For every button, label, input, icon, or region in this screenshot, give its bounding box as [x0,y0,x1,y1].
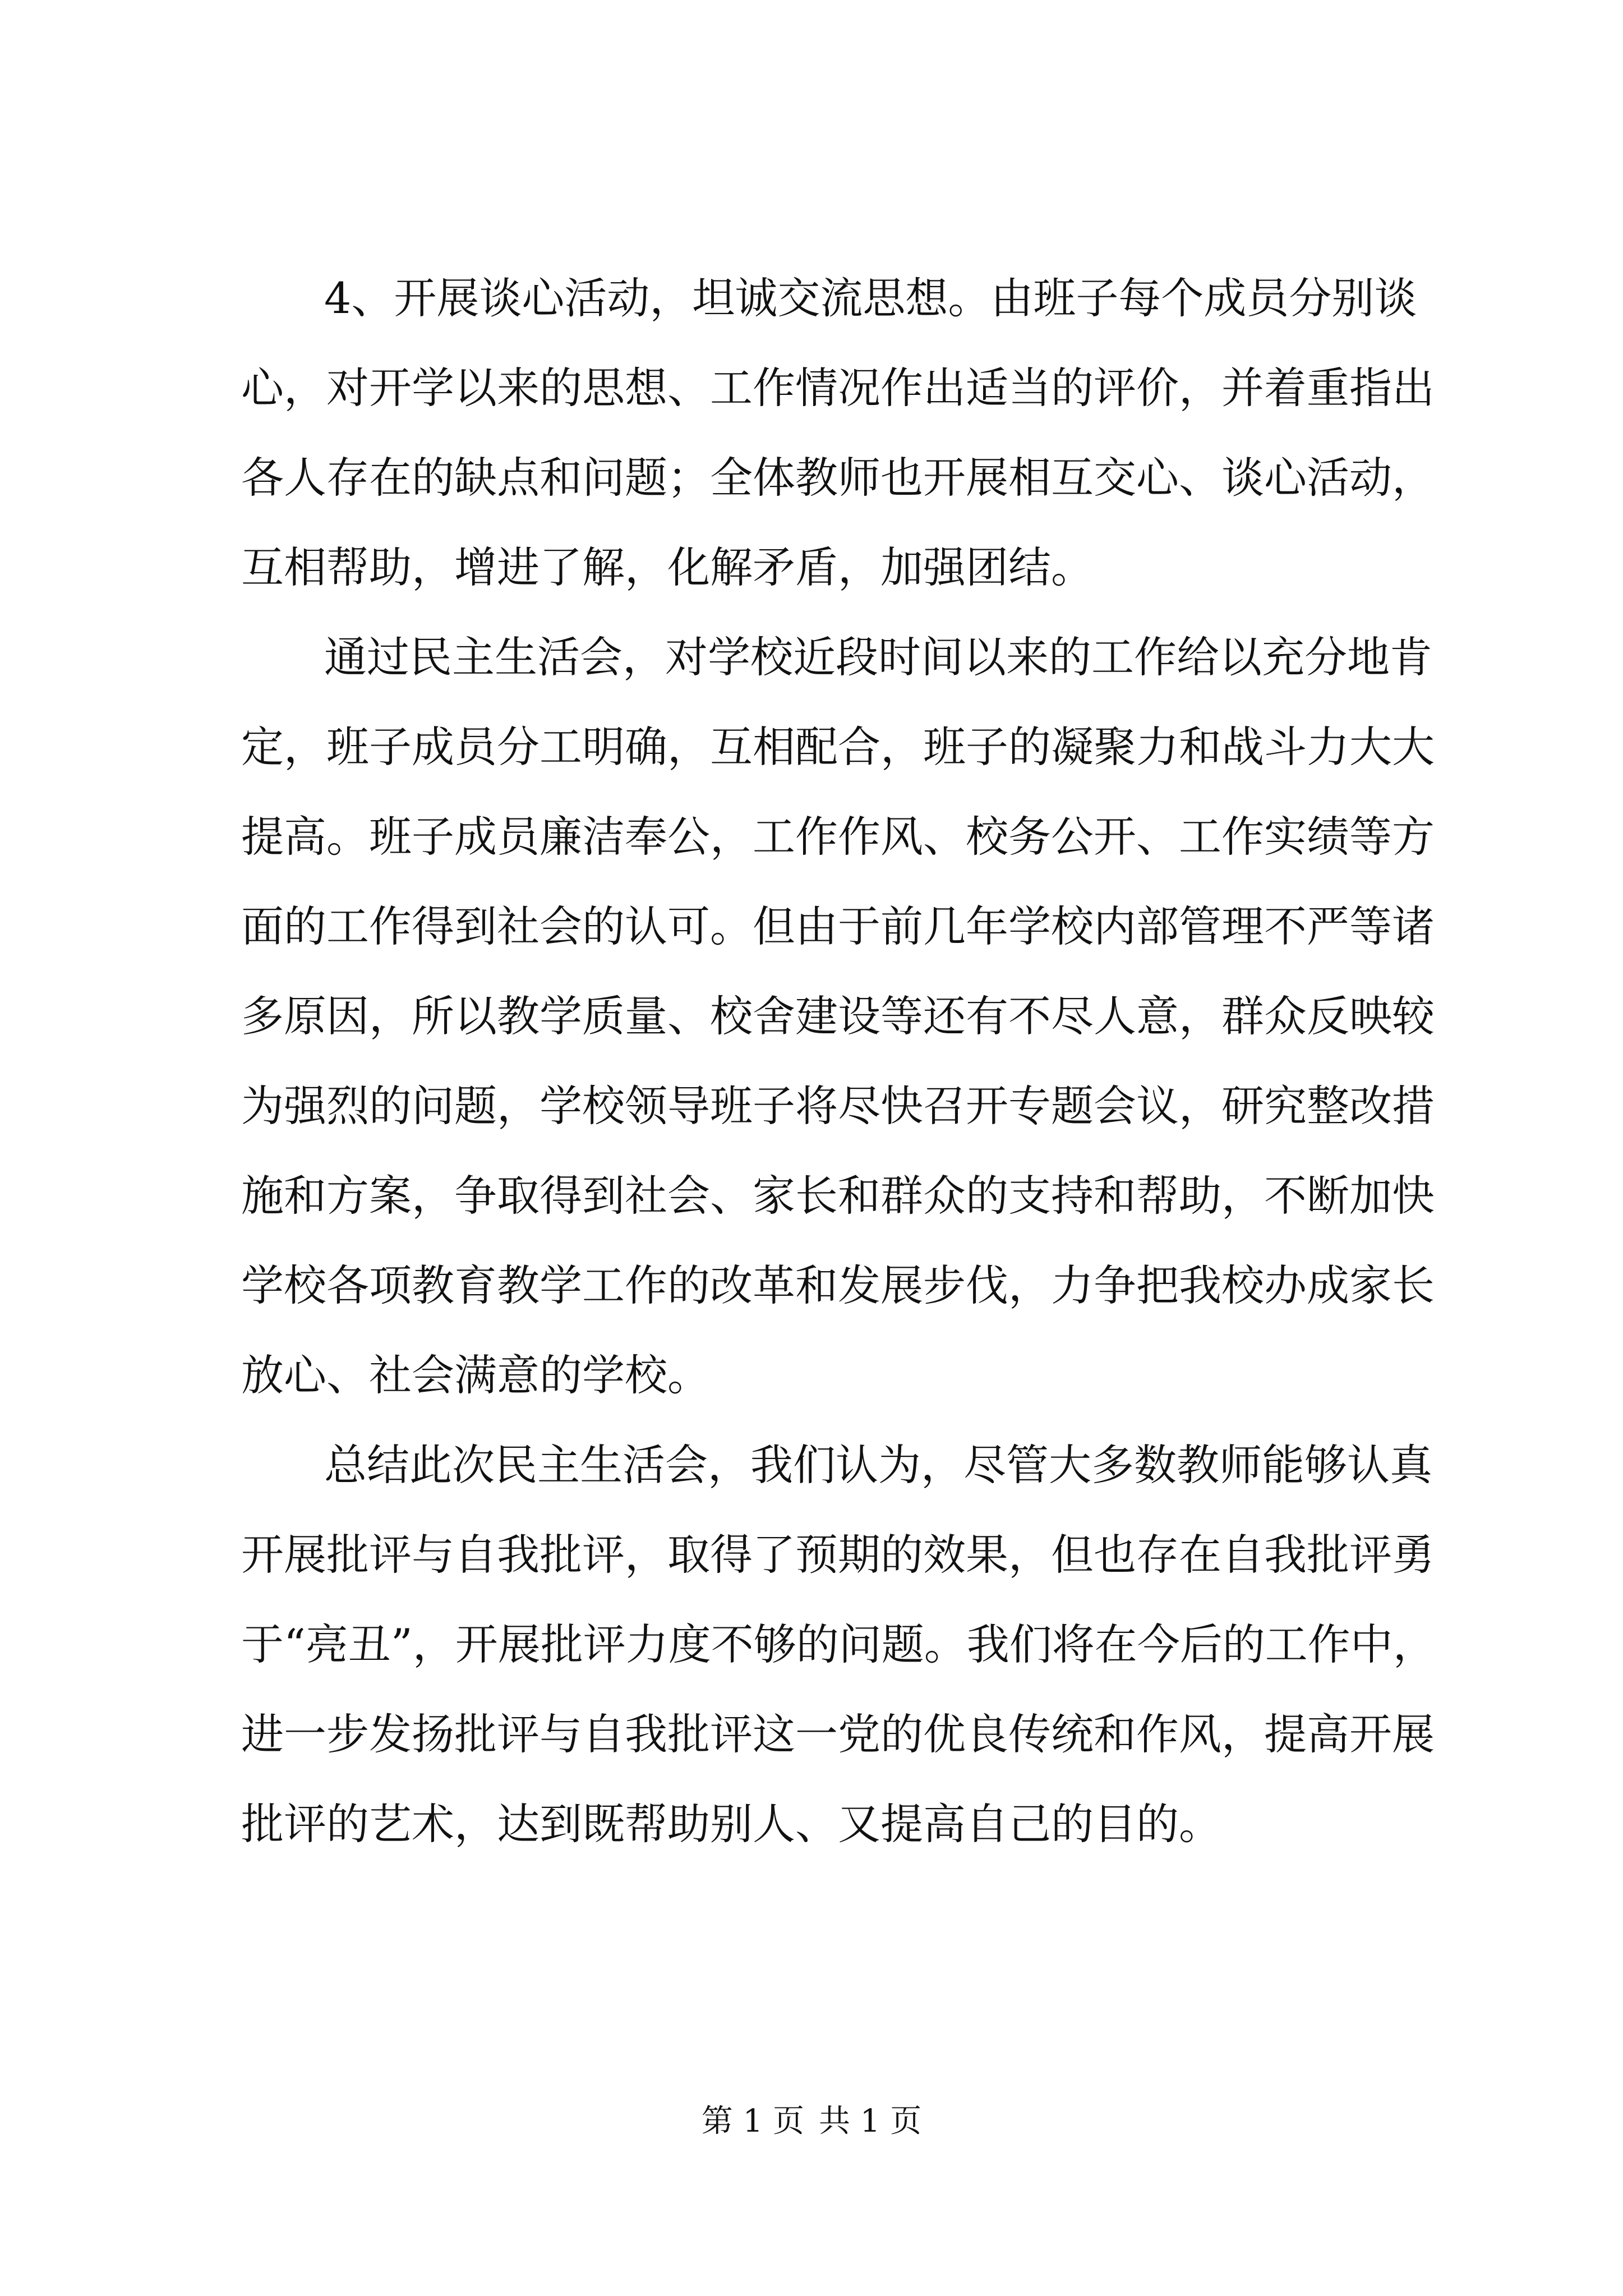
paragraph-2-line-3: 提高。班子成员廉洁奉公，工作作风、校务公开、工作实绩等方 [241,812,1435,862]
paragraph-1-line-1: 4、开展谈心活动，坦诚交流思想。由班子每个成员分别谈 [324,273,1417,323]
paragraph-2-line-9: 放心、社会满意的学校。 [241,1350,710,1400]
paragraph-3-line-2: 开展批评与自我批评，取得了预期的效果，但也存在自我批评勇 [241,1530,1435,1580]
document-body [241,254,1436,1869]
paragraph-1-line-3: 各人存在的缺点和问题；全体教师也开展相互交心、谈心活动， [241,453,1435,503]
paragraph-1-line-4: 互相帮助，增进了解，化解矛盾，加强团结。 [241,542,1094,592]
paragraph-2-line-4: 面的工作得到社会的认可。但由于前几年学校内部管理不严等诸 [241,901,1435,951]
paragraph-2-line-2: 定，班子成员分工明确，互相配合，班子的凝聚力和战斗力大大 [241,722,1435,772]
paragraph-3-line-3: 于“亮丑”，开展批评力度不够的问题。我们将在今后的工作中， [241,1619,1436,1669]
paragraph-2-line-1: 通过民主生活会，对学校近段时间以来的工作给以充分地肯 [324,632,1432,682]
paragraph-2-line-5: 多原因，所以教学质量、校舍建设等还有不尽人意，群众反映较 [241,991,1435,1041]
page-number-current: 第 1 页 [701,2103,804,2139]
paragraph-3-line-1: 总结此次民主生活会，我们认为，尽管大多数教师能够认真 [324,1440,1432,1490]
paragraph-3-line-4: 进一步发扬批评与自我批评这一党的优良传统和作风，提高开展 [241,1709,1435,1759]
paragraph-3-line-5: 批评的艺术，达到既帮助别人、又提高自己的目的。 [241,1799,1221,1849]
paragraph-2-line-6: 为强烈的问题，学校领导班子将尽快召开专题会议，研究整改措 [241,1081,1435,1131]
page-footer [0,2099,1623,2144]
page-number-total: 共 1 页 [819,2103,922,2139]
paragraph-1-line-2: 心，对开学以来的思想、工作情况作出适当的评价，并着重指出 [241,363,1435,413]
paragraph-2-line-8: 学校各项教育教学工作的改革和发展步伐，力争把我校办成家长 [241,1260,1435,1310]
paragraph-2-line-7: 施和方案，争取得到社会、家长和群众的支持和帮助，不断加快 [241,1171,1435,1221]
